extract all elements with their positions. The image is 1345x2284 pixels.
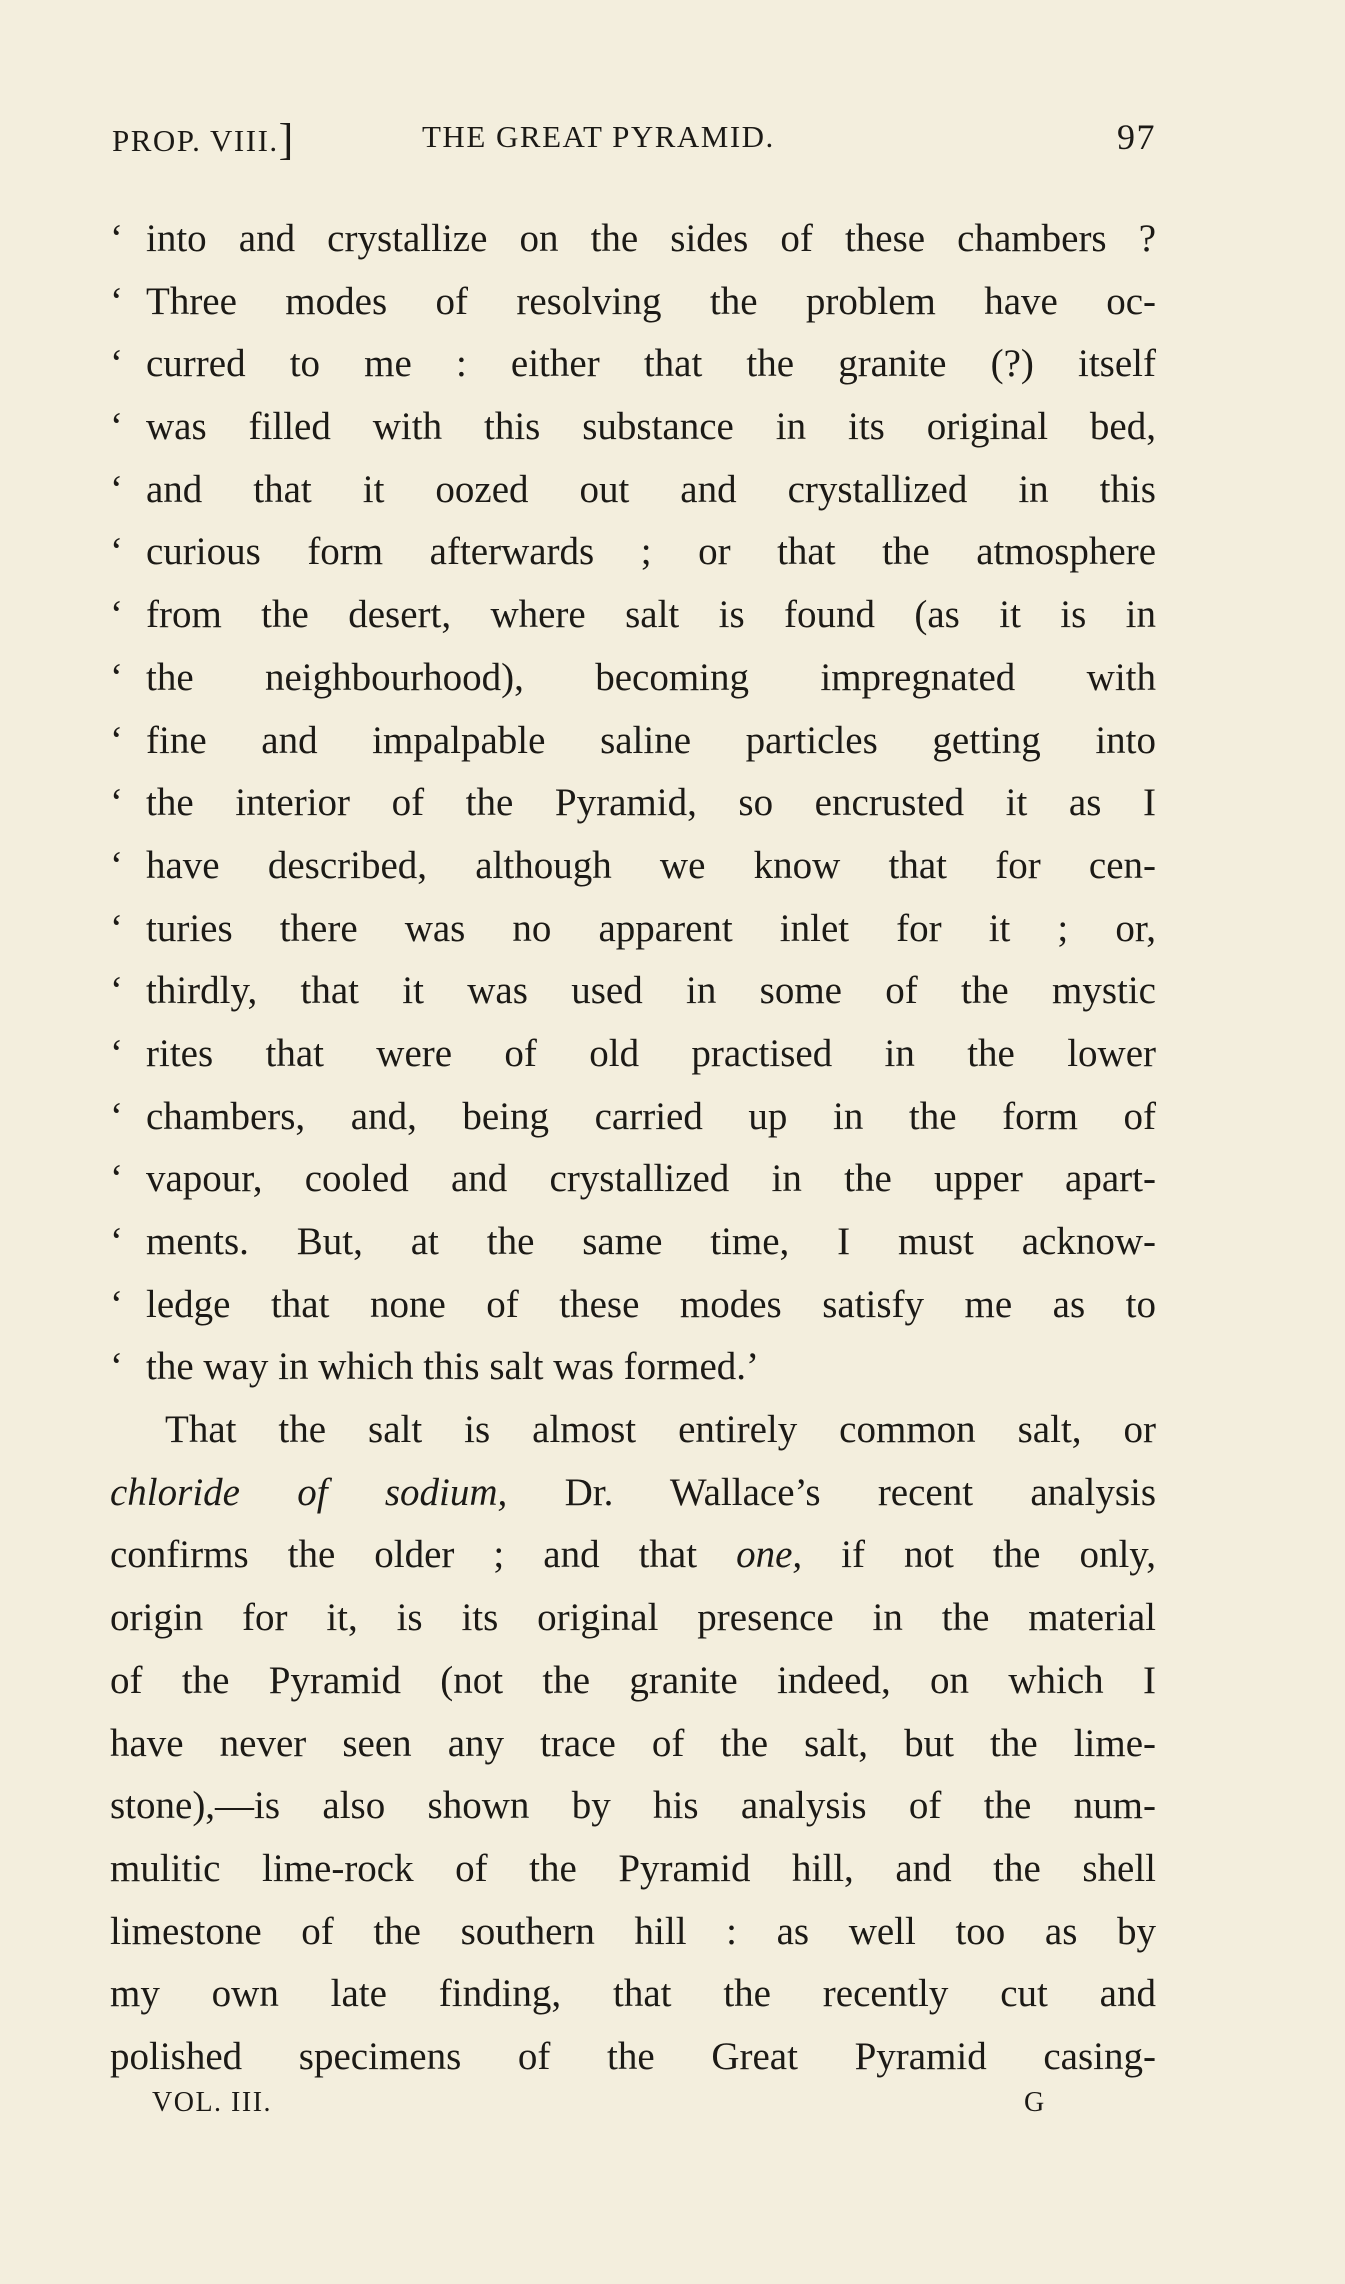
quoted-line-text: the interior of the Pyramid, so encrusted it as I	[146, 781, 1156, 825]
opening-quote-mark: ‘	[110, 781, 123, 825]
paragraph-line	[110, 1963, 1156, 2026]
quoted-line	[110, 333, 1156, 396]
paragraph-line	[110, 1399, 1156, 1462]
quoted-line-text: rites that were of old practised in the lower	[146, 1031, 1156, 1075]
quoted-line	[110, 772, 1156, 835]
paragraph-line-text: Dr. Wallace’s recent analysis	[507, 1470, 1157, 1514]
paragraph-line-text: if not the only,	[802, 1533, 1156, 1577]
quoted-line-text: thirdly, that it was used in some of the mystic	[146, 969, 1156, 1013]
paragraph-line-text: confirms the older ; and that	[110, 1533, 737, 1577]
quoted-line	[110, 208, 1156, 271]
quoted-line-text: curious form afterwards ; or that the atmosphere	[146, 530, 1156, 574]
quoted-line	[110, 647, 1156, 710]
paragraph-line-text: limestone of the southern hill : as well too as by	[110, 1909, 1156, 1953]
opening-quote-mark: ‘	[110, 718, 123, 762]
quoted-line	[110, 960, 1156, 1023]
quoted-line-text: Three modes of resolving the problem have oc-	[146, 279, 1156, 323]
opening-quote-mark: ‘	[110, 969, 123, 1013]
opening-quote-mark: ‘	[110, 906, 123, 950]
quoted-line-text: the neighbourhood), becoming impregnated with	[146, 655, 1156, 699]
running-title: THE GREAT PYRAMID.	[422, 119, 775, 154]
paragraph-line	[110, 1587, 1156, 1650]
page-number: 97	[1117, 117, 1156, 157]
section-text: PROP. VIII.	[112, 123, 279, 158]
quoted-line-text: the way in which this salt was formed.’	[146, 1345, 760, 1389]
paragraph-line-text: origin for it, is its original presence in the material	[110, 1596, 1156, 1640]
quoted-line-text: from the desert, where salt is found (as it is in	[146, 593, 1156, 637]
quoted-line	[110, 1086, 1156, 1149]
quoted-line	[110, 396, 1156, 459]
opening-quote-mark: ‘	[110, 843, 123, 887]
opening-quote-mark: ‘	[110, 1345, 123, 1389]
quoted-line	[110, 1211, 1156, 1274]
quoted-line-text: have described, although we know that for cen-	[146, 843, 1156, 887]
quoted-line-text: turies there was no apparent inlet for it ; or,	[146, 906, 1156, 950]
quoted-line-text: and that it oozed out and crystallized in this	[146, 467, 1156, 511]
quoted-line	[110, 1274, 1156, 1337]
paragraph-lines	[110, 1587, 1156, 2089]
paragraph-line-text: of the Pyramid (not the granite indeed, on which I	[110, 1658, 1156, 1702]
quoted-line-text: into and crystallize on the sides of these chambers ?	[146, 217, 1156, 260]
paragraph-line-text: That the salt is almost entirely common salt, or	[165, 1408, 1156, 1452]
opening-quote-mark: ‘	[110, 279, 123, 323]
running-head	[112, 112, 1156, 162]
paragraph-line	[110, 1901, 1156, 1964]
quoted-line-text: fine and impalpable saline particles getting into	[146, 718, 1156, 762]
quoted-line-text: was filled with this substance in its original bed,	[146, 405, 1156, 449]
opening-quote-mark: ‘	[110, 217, 123, 260]
paragraph-line	[110, 1650, 1156, 1713]
opening-quote-mark: ‘	[110, 1094, 123, 1138]
paragraph-line	[110, 1838, 1156, 1901]
paragraph-line	[110, 1462, 1156, 1525]
quoted-line-text: vapour, cooled and crystallized in the upper apart-	[146, 1157, 1156, 1201]
quoted-line	[110, 898, 1156, 961]
paragraph-line-text: my own late finding, that the recently cut and	[110, 1972, 1156, 2016]
paragraph-line-text: mulitic lime-rock of the Pyramid hill, and the shell	[110, 1846, 1156, 1890]
opening-quote-mark: ‘	[110, 342, 123, 386]
quoted-line	[110, 271, 1156, 334]
section-label	[112, 112, 295, 166]
italic-word: one,	[736, 1533, 803, 1577]
opening-quote-mark: ‘	[110, 530, 123, 574]
opening-quote-mark: ‘	[110, 1282, 123, 1326]
quoted-line	[110, 835, 1156, 898]
opening-quote-mark: ‘	[110, 467, 123, 511]
quoted-line	[110, 1336, 1156, 1399]
paragraph-line-text: polished specimens of the Great Pyramid casing-	[110, 2034, 1156, 2078]
quoted-line	[110, 1148, 1156, 1211]
opening-quote-mark: ‘	[110, 593, 123, 637]
quoted-passage	[110, 208, 1156, 1399]
paragraph-line	[110, 1775, 1156, 1838]
section-bracket: ]	[278, 115, 295, 164]
opening-quote-mark: ‘	[110, 655, 123, 699]
quoted-line	[110, 584, 1156, 647]
opening-quote-mark: ‘	[110, 1031, 123, 1075]
signature-mark: G	[1024, 2087, 1046, 2118]
page-footer	[152, 2087, 1052, 2137]
quoted-line	[110, 1023, 1156, 1086]
paragraph-line	[110, 2026, 1156, 2089]
paragraph-line	[110, 1524, 1156, 1587]
opening-quote-mark: ‘	[110, 1220, 123, 1263]
opening-quote-mark: ‘	[110, 405, 123, 449]
quoted-line-text: ments. But, at the same time, I must acknow-	[146, 1220, 1156, 1263]
quoted-line	[110, 459, 1156, 522]
quoted-line-text: chambers, and, being carried up in the form of	[146, 1094, 1156, 1138]
quoted-line-text: ledge that none of these modes satisfy me as to	[146, 1282, 1156, 1326]
paragraph-line-text: have never seen any trace of the salt, but the lime-	[110, 1721, 1156, 1765]
quoted-line	[110, 710, 1156, 773]
volume-label: VOL. III.	[152, 2087, 273, 2118]
quoted-line	[110, 521, 1156, 584]
paragraph-line-text: stone),—is also shown by his analysis of the num-	[110, 1784, 1156, 1828]
body-text	[110, 208, 1156, 2089]
quoted-line-text: curred to me : either that the granite (?) itself	[146, 342, 1156, 386]
italic-phrase: chloride of sodium,	[110, 1470, 508, 1514]
paragraph-line	[110, 1713, 1156, 1776]
opening-quote-mark: ‘	[110, 1157, 123, 1201]
